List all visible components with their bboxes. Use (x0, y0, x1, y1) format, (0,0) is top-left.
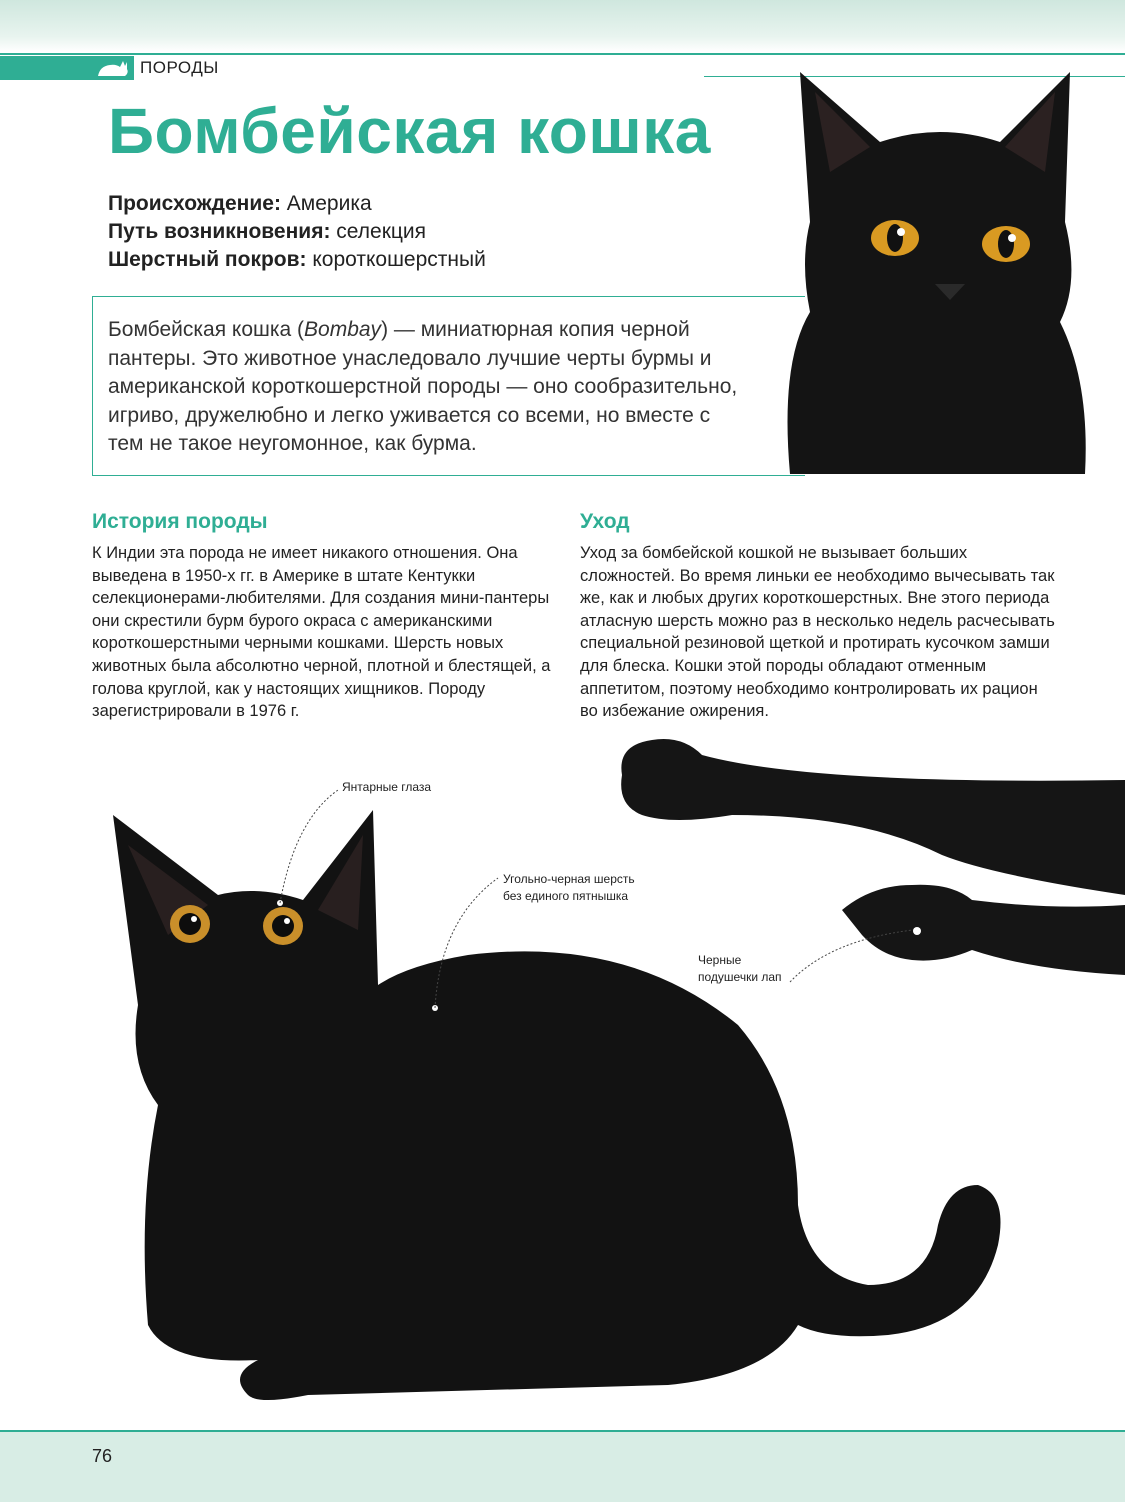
fact-emergence: Путь возникновения: селекция (108, 220, 427, 243)
care-heading: Уход (580, 510, 630, 533)
history-heading: История породы (92, 510, 268, 533)
callout-amber-eyes: Янтарные глаза (342, 780, 432, 794)
page-number: 76 (92, 1446, 113, 1466)
footer-band (0, 1430, 1125, 1502)
history-text: К Индии эта порода не имеет никакого отношения. Она выведена в 1950-х гг. в Америке в штате Кентукки селекционерами-любителями. Для создания мини-пантеры они скрестили бурм бурого окраса с американскими короткошерстными черными кошками. Шерсть новых животных была абсолютно черной, плотной и блестящей, а голова круглой, как у настоящих хищников. Породу зарегистрировали в 1976 г. (92, 544, 551, 721)
callout-coal-black-coat: Угольно-черная шерсть без единого пятнышка (503, 872, 635, 903)
section-label: ПОРОДЫ (140, 58, 219, 77)
fact-origin: Происхождение: Америка (108, 192, 372, 215)
callout-black-paw-pads: Черные подушечки лап (698, 953, 782, 984)
care-text: Уход за бомбейской кошкой не вызывает больших сложностей. Во время линьки ее необходимо вычесывать так же, как и любых других короткошерстных. Вне этого периода атласную шерсть можно раз в несколько недель расчесывать специальной резиновой щеткой и протирать кусочком замши для блеска. Кошки этой породы обладают отменным аппетитом, поэтому необходимо контролировать их рацион во избежание ожирения. (580, 544, 1055, 721)
intro-paragraph: Бомбейская кошка (Bombay) — миниатюрная копия черной пантеры. Это животное унаследовало лучшие черты бурмы и американской короткошерстной породы — оно сообразительно, игриво, дружелюбно и легко уживается со всеми, но вместе с тем не такое неугомонное, как бурма. (108, 318, 738, 455)
fact-coat: Шерстный покров: короткошерстный (108, 248, 486, 271)
page-title: Бомбейская кошка (108, 95, 711, 167)
